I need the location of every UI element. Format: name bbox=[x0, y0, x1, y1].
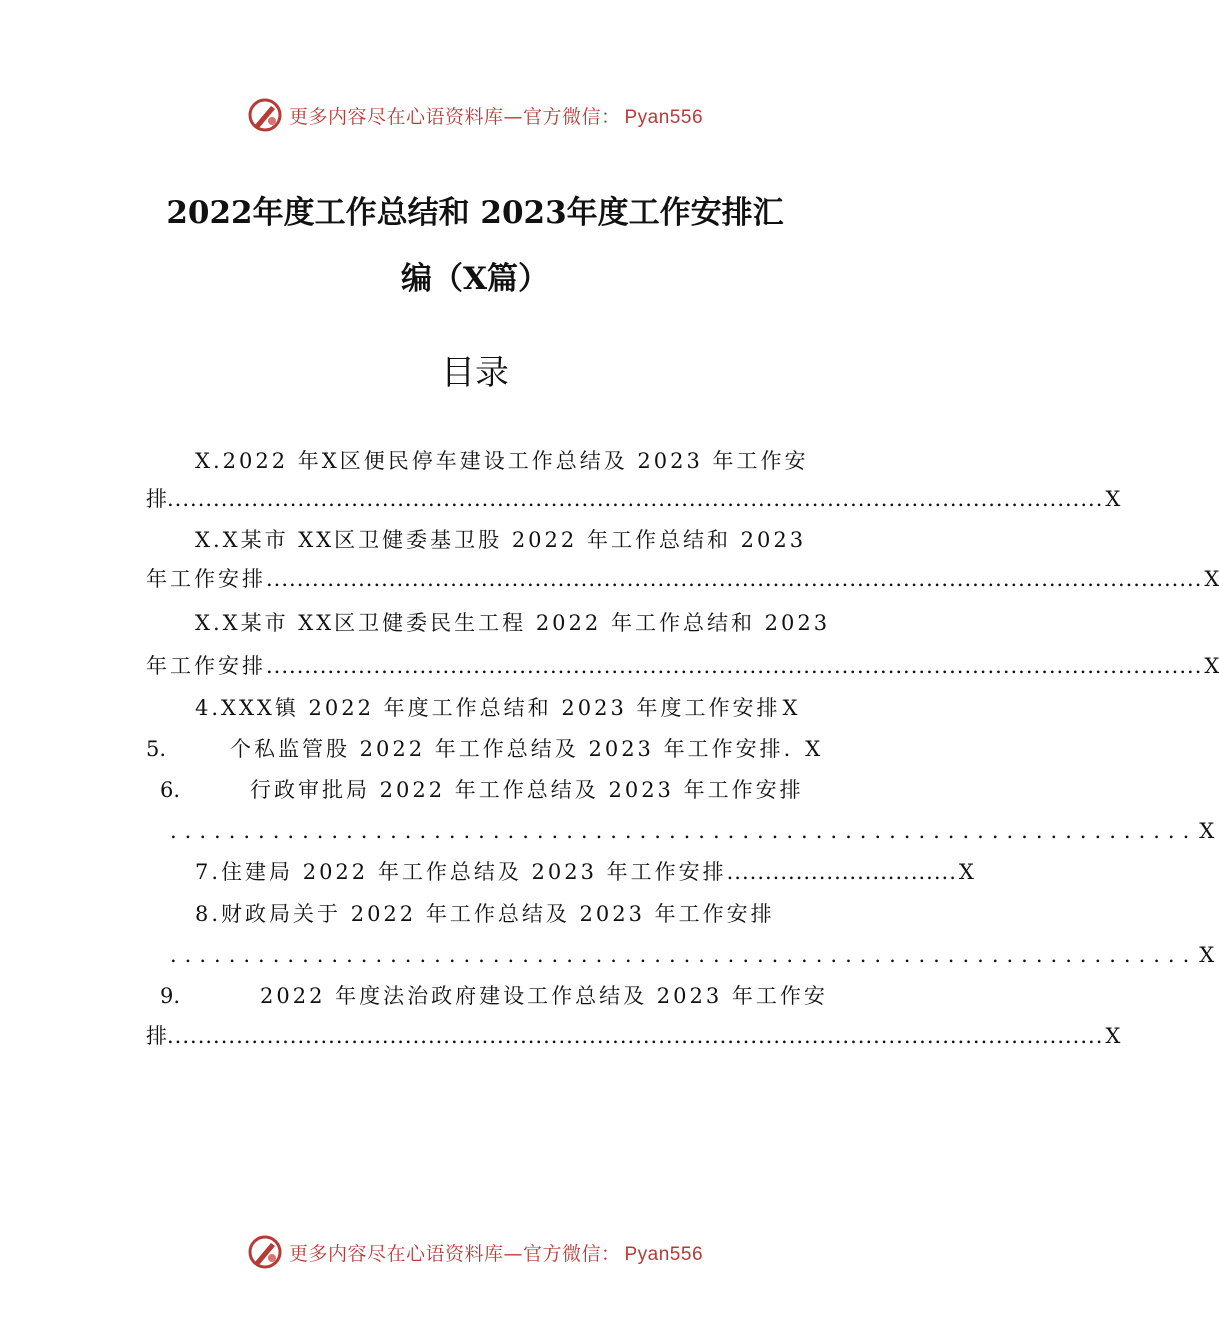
dot-leader: .......................................................................................................................... bbox=[167, 487, 1104, 511]
toc-entry-9[interactable]: 2022 年度法治政府建设工作总结及 2023 年工作安 bbox=[260, 984, 828, 1008]
title-line-2: 编（X篇） bbox=[400, 261, 550, 297]
toc-entry-5-text: 个私监管股 2022 年工作总结及 2023 年工作安排. bbox=[230, 737, 794, 761]
pen-logo-icon bbox=[247, 1234, 283, 1270]
dot-leader: .............................. bbox=[726, 860, 957, 884]
toc-entry-3[interactable]: X.X某市 XX区卫健委民生工程 2022 年工作总结和 2023 bbox=[195, 611, 831, 635]
toc-entry-6-page: X bbox=[1199, 819, 1215, 843]
watermark-text: 更多内容尽在心语资料库—官方微信： Pyan556 bbox=[288, 105, 704, 128]
toc-entry-7-text: 7.住建局 2022 年工作总结及 2023 年工作安排 bbox=[195, 860, 727, 884]
toc-entry-2-page: X bbox=[1204, 567, 1219, 591]
toc-entry-6-continuation[interactable] bbox=[170, 813, 1215, 849]
toc-entry-9-page: X bbox=[1105, 1024, 1121, 1048]
dot-leader: .......................................................................................................................... bbox=[266, 567, 1203, 591]
watermark-account: Pyan556 bbox=[624, 106, 704, 128]
watermark-banner-top bbox=[0, 95, 950, 135]
document-title bbox=[120, 180, 830, 312]
toc-entry-1-continuation[interactable] bbox=[146, 481, 1121, 517]
toc-entry-6[interactable]: 行政审批局 2022 年工作总结及 2023 年工作安排 bbox=[250, 778, 804, 802]
toc-entry-1[interactable]: X.2022 年X区便民停车建设工作总结及 2023 年工作安 bbox=[195, 449, 809, 473]
toc-entry-9-tail: 排 bbox=[146, 1024, 167, 1048]
watermark-text: 更多内容尽在心语资料库—官方微信： Pyan556 bbox=[288, 1242, 704, 1265]
toc-entry-4-text: 4.XXX镇 2022 年度工作总结和 2023 年度工作安排 bbox=[195, 696, 781, 720]
toc-entry-5-number: 5. bbox=[146, 737, 167, 761]
toc-entry-8[interactable]: 8.财政局关于 2022 年工作总结及 2023 年工作安排 bbox=[195, 902, 775, 926]
toc-entry-9-number: 9. bbox=[160, 984, 181, 1008]
toc-entry-3-page: X bbox=[1204, 654, 1219, 678]
toc-entry-8-page: X bbox=[1199, 943, 1215, 967]
toc-entry-6-number: 6. bbox=[160, 778, 181, 802]
title-line-1: 2022年度工作总结和 2023年度工作安排汇 bbox=[166, 195, 784, 231]
watermark-banner-bottom bbox=[0, 1232, 950, 1272]
toc-heading: 目录 bbox=[441, 353, 509, 393]
toc-entry-2[interactable]: X.X某市 XX区卫健委基卫股 2022 年工作总结和 2023 bbox=[195, 528, 807, 552]
toc-entry-4[interactable] bbox=[195, 690, 797, 726]
toc-entry-2-continuation[interactable] bbox=[146, 561, 1219, 597]
toc-entry-1-page: X bbox=[1105, 487, 1121, 511]
toc-entry-2-tail: 年工作安排 bbox=[146, 567, 266, 591]
toc-entry-7[interactable] bbox=[195, 854, 974, 890]
pen-logo-icon bbox=[247, 97, 283, 133]
toc-entry-3-continuation[interactable] bbox=[146, 648, 1219, 684]
toc-entry-7-page: X bbox=[958, 860, 974, 884]
dot-leader: .......................................................................................................................... bbox=[167, 1024, 1104, 1048]
toc-entry-3-tail: 年工作安排 bbox=[146, 654, 266, 678]
toc-entry-5[interactable] bbox=[230, 731, 821, 767]
dot-leader: ...................................................................... bbox=[170, 819, 1198, 843]
dot-leader: .......................................................................................................................... bbox=[266, 654, 1203, 678]
toc-entry-5-page: X bbox=[805, 737, 821, 761]
toc-entry-8-continuation[interactable] bbox=[170, 937, 1215, 973]
toc-entry-4-page: X bbox=[782, 696, 798, 720]
toc-entry-9-continuation[interactable] bbox=[146, 1018, 1121, 1054]
toc-entry-1-tail: 排 bbox=[146, 487, 167, 511]
watermark-account: Pyan556 bbox=[624, 1243, 704, 1265]
dot-leader: ...................................................................... bbox=[170, 943, 1198, 967]
